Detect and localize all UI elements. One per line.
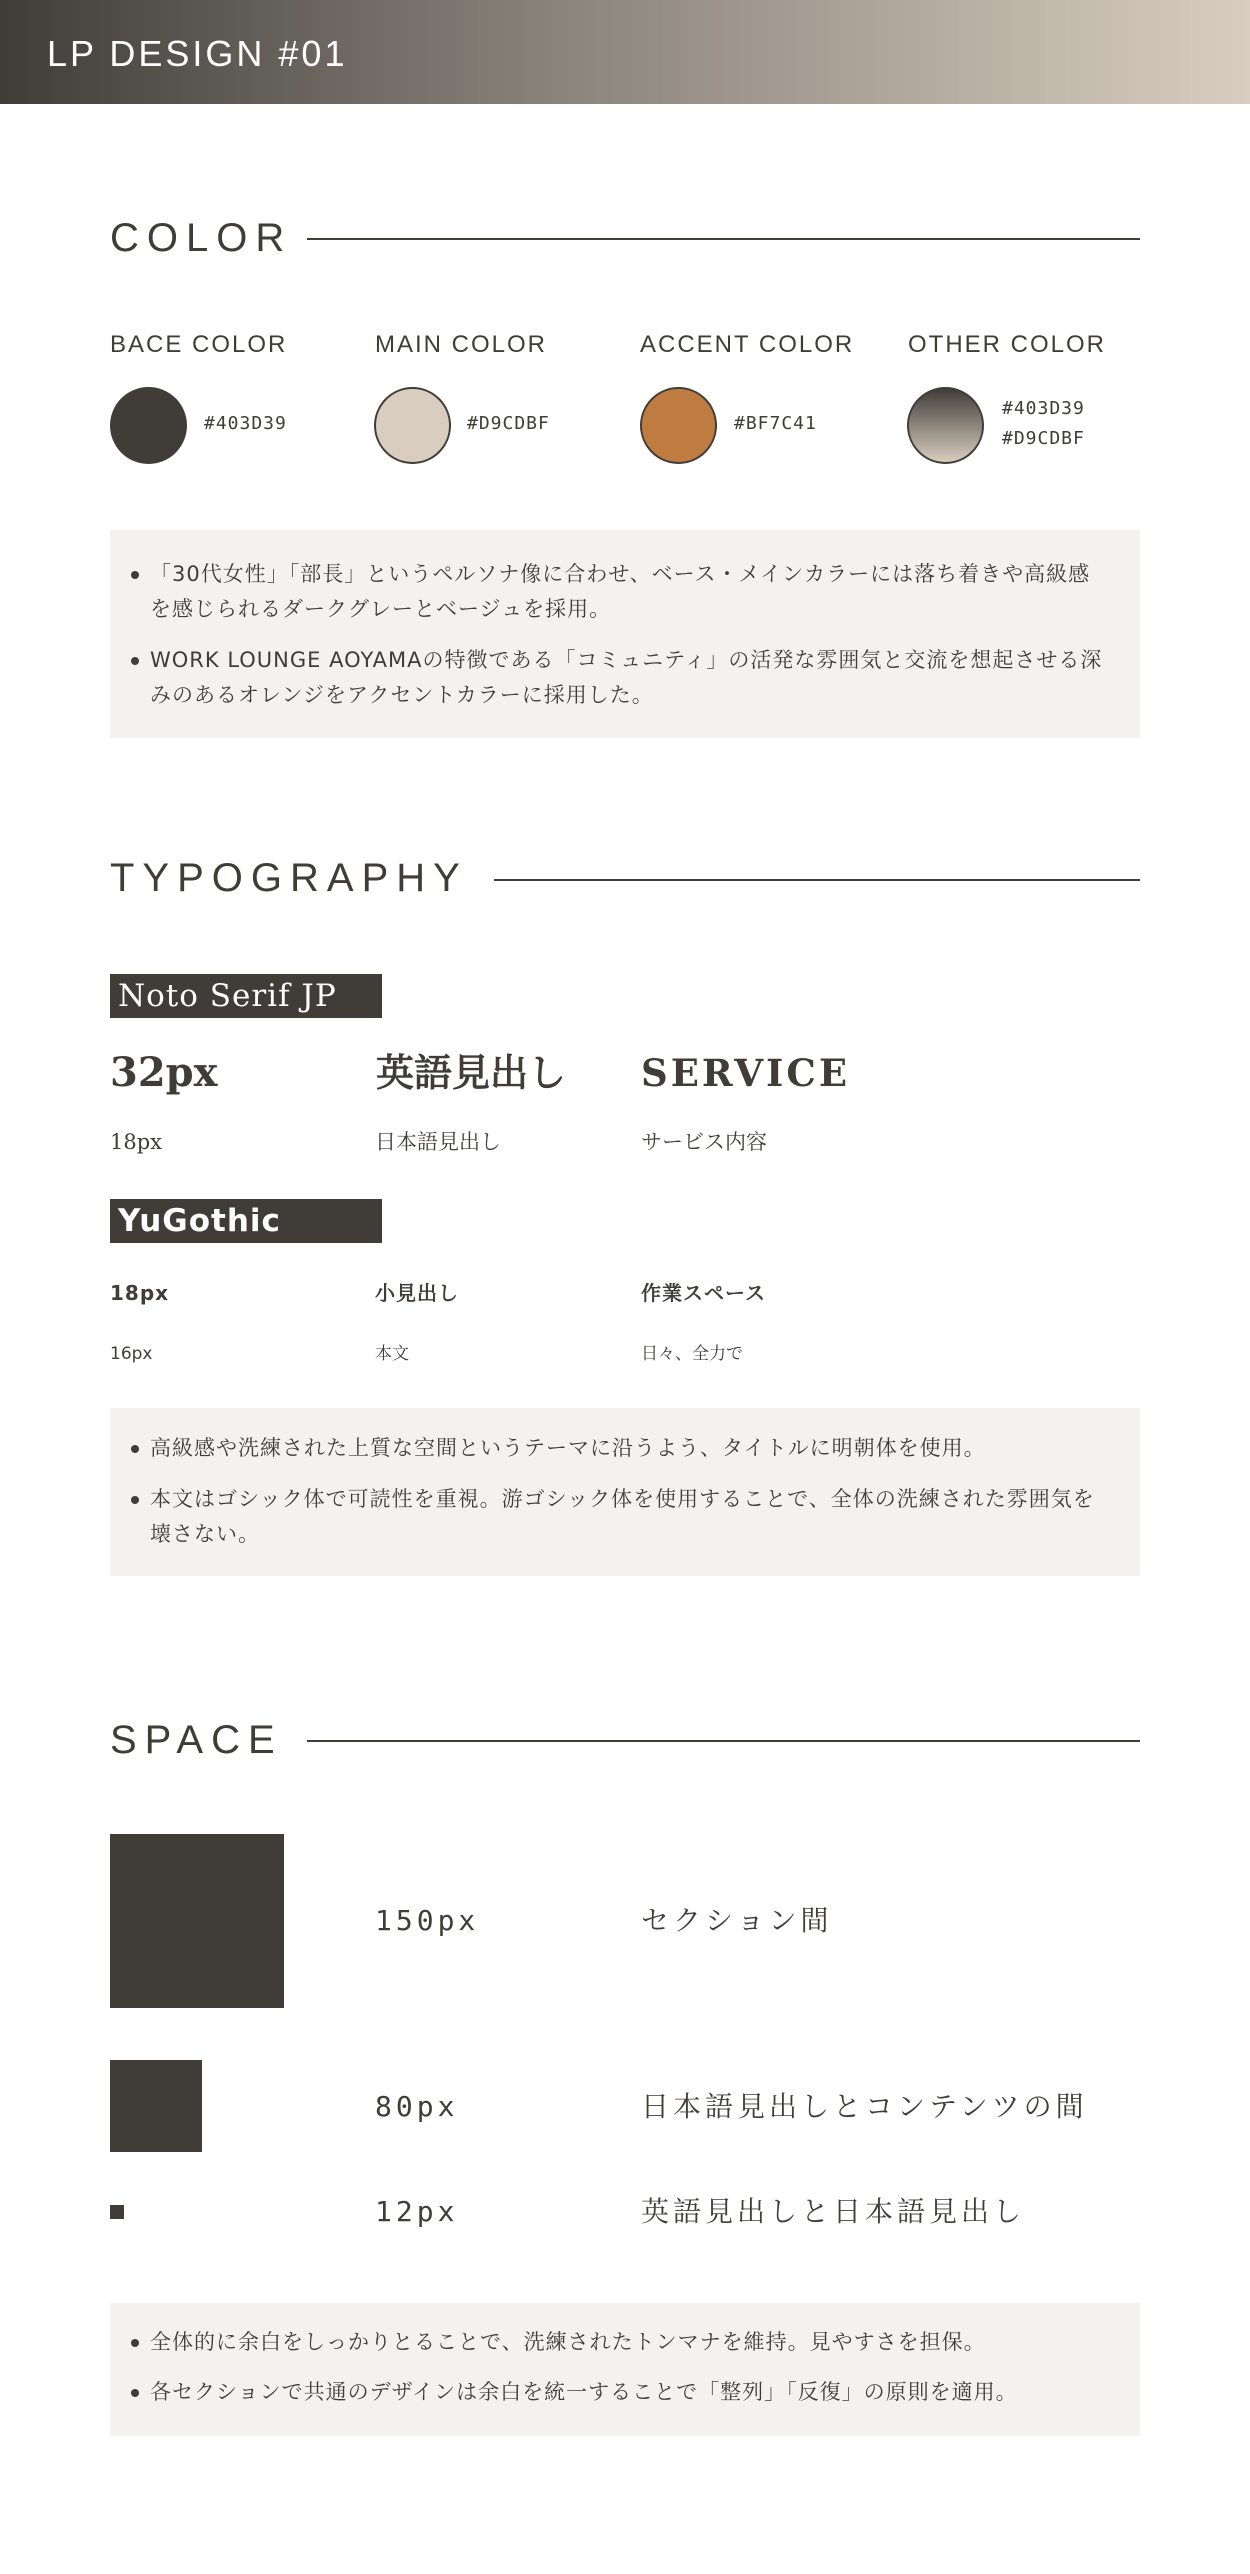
sans-font-tag: YuGothic: [110, 1199, 382, 1243]
space-block-80: [110, 2060, 202, 2152]
accent-color-swatch: [640, 387, 717, 464]
serif-sample-size-large: 32px: [110, 1049, 218, 1096]
accent-color-hex: #BF7C41: [734, 413, 817, 434]
bace-color-hex: #403D39: [204, 413, 287, 434]
page-title: LP DESIGN #01: [47, 33, 348, 74]
list-item: [150, 643, 1110, 713]
sans-sample-size-small: 16px: [110, 1344, 153, 1364]
serif-font-tag: Noto Serif JP: [110, 974, 382, 1018]
typography-heading-rule: [494, 879, 1140, 881]
other-color-swatch: [907, 387, 984, 464]
sans-sample-body: 本文: [375, 1344, 409, 1364]
note-text: 各セクションで共通のデザインは余白を統一することで「整列」「反復」の原則を適用。: [150, 2380, 1018, 2404]
space-size-80: 80px: [375, 2090, 459, 2123]
space-heading: SPACE: [110, 1718, 283, 1762]
space-notes-box: [110, 2303, 1140, 2436]
list-item: [150, 557, 1110, 627]
list-item: [150, 2375, 1110, 2410]
main-color-swatch: [374, 387, 451, 464]
color-notes-box: [110, 530, 1140, 738]
page-header: [0, 0, 1250, 104]
space-block-12: [110, 2205, 124, 2219]
space-size-12: 12px: [375, 2195, 459, 2228]
note-text: 「30代女性」「部長」というペルソナ像に合わせ、ベース・メインカラーには落ち着きや高級感を感じられるダークグレーとベージュを採用。: [150, 562, 1091, 621]
typography-notes-box: [110, 1408, 1140, 1576]
bullet-icon: [131, 657, 139, 665]
serif-sample-service: SERVICE: [641, 1051, 851, 1095]
accent-color-label: ACCENT COLOR: [640, 331, 855, 358]
other-color-hex-1: #403D39: [1002, 398, 1085, 419]
note-text: 高級感や洗練された上質な空間というテーマに沿うよう、タイトルに明朝体を使用。: [150, 1436, 986, 1460]
color-heading: COLOR: [110, 216, 293, 260]
sans-sample-size-large: 18px: [110, 1281, 170, 1305]
sans-sample-daily: 日々、全力で: [641, 1344, 743, 1364]
note-text: WORK LOUNGE AOYAMAの特徴である「コミュニティ」の活発な雰囲気と交流を想起させる深みのあるオレンジをアクセントカラーに採用した。: [150, 648, 1103, 707]
space-heading-rule: [307, 1740, 1140, 1742]
main-color-label: MAIN COLOR: [375, 331, 548, 358]
other-color-hex-2: #D9CDBF: [1002, 428, 1085, 449]
other-color-label: OTHER COLOR: [908, 331, 1107, 358]
serif-sample-service-ja: サービス内容: [641, 1130, 767, 1154]
space-size-150: 150px: [375, 1904, 480, 1937]
color-heading-rule: [307, 238, 1140, 240]
sans-sample-workspace: 作業スペース: [641, 1281, 766, 1305]
sans-sample-subheading: 小見出し: [375, 1281, 459, 1305]
serif-sample-ja-heading: 日本語見出し: [375, 1130, 501, 1154]
bullet-icon: [131, 1496, 139, 1504]
bace-color-swatch: [110, 387, 187, 464]
list-item: [150, 1482, 1110, 1552]
bace-color-label: BACE COLOR: [110, 331, 288, 358]
serif-sample-size-small: 18px: [110, 1130, 163, 1154]
space-label-80: 日本語見出しとコンテンツの間: [641, 2090, 1088, 2123]
list-item: [150, 1431, 1110, 1466]
space-label-12: 英語見出しと日本語見出し: [641, 2195, 1026, 2228]
space-block-150: [110, 1834, 284, 2008]
serif-sample-en-heading: 英語見出し: [376, 1050, 567, 1095]
bullet-icon: [131, 1445, 139, 1453]
list-item: [150, 2325, 1110, 2360]
main-color-hex: #D9CDBF: [467, 413, 550, 434]
bullet-icon: [131, 2389, 139, 2397]
typography-heading: TYPOGRAPHY: [110, 856, 468, 900]
space-label-150: セクション間: [641, 1904, 833, 1937]
note-text: 本文はゴシック体で可読性を重視。游ゴシック体を使用することで、全体の洗練された雰囲気を壊さない。: [150, 1487, 1095, 1546]
bullet-icon: [131, 2339, 139, 2347]
note-text: 全体的に余白をしっかりとることで、洗練されたトンマナを維持。見やすさを担保。: [150, 2330, 986, 2354]
bullet-icon: [131, 571, 139, 579]
